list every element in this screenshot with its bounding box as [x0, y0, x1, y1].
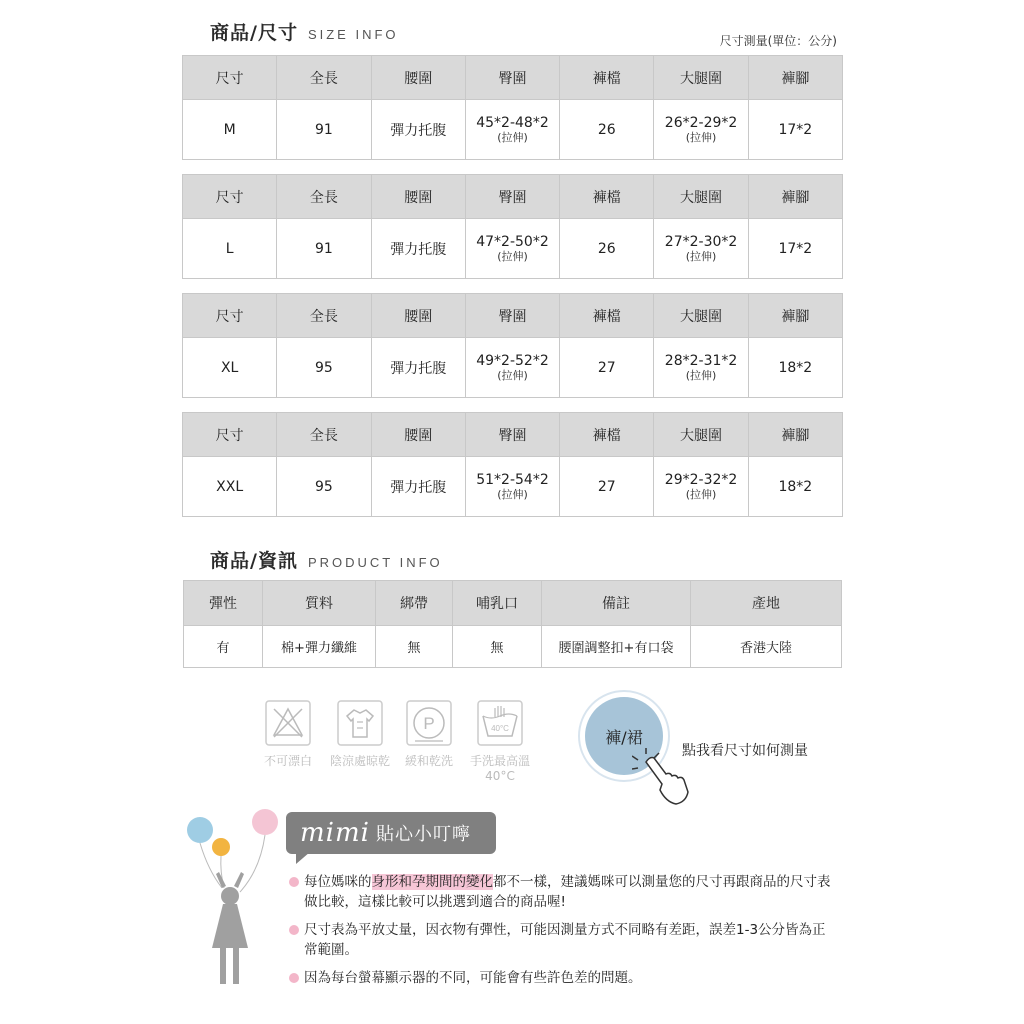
cell-size: [183, 100, 277, 160]
tip-1-pre: 每位媽咪的: [304, 874, 372, 890]
tips-banner-text: 貼心小叮嚀: [375, 824, 471, 845]
product-info-title-en: PRODUCT INFO: [307, 555, 443, 570]
header-crotch: 褲檔: [560, 413, 654, 457]
no-bleach-icon: [265, 700, 311, 746]
blue-balloon-icon: [187, 817, 213, 843]
cell-crotch-value: 26: [597, 121, 616, 138]
unit-note: 尺寸測量(單位：公分): [719, 34, 837, 48]
pink-bullet-icon: [289, 973, 299, 983]
table-row: [183, 219, 843, 279]
cell-crotch: [560, 100, 654, 160]
cell-hem: [748, 457, 842, 517]
cell-thigh: [654, 338, 748, 398]
size-table-header-row: [183, 294, 843, 338]
cell-thigh: [654, 457, 748, 517]
cell-waist-value: 彈力托腹: [390, 479, 447, 496]
cell-length-value: 91: [315, 240, 333, 257]
size-table-xxl: [182, 412, 843, 517]
cell-size: [183, 219, 277, 279]
size-table-header-row: [183, 413, 843, 457]
header-notes: 備註: [542, 581, 691, 626]
cell-length: [277, 219, 371, 279]
shade-dry-icon: [337, 700, 383, 746]
header-material: 質料: [263, 581, 376, 626]
cell-hem: [748, 100, 842, 160]
cell-size-value: M: [223, 121, 236, 138]
orange-balloon-icon: [212, 838, 230, 856]
pink-bullet-icon: [289, 877, 299, 887]
size-info-title: [210, 18, 399, 45]
product-info-title-zh: 商品/資訊: [210, 550, 298, 572]
header-hip: 臀圍: [465, 56, 559, 100]
cell-size: [183, 338, 277, 398]
value-nursing-opening: 無: [453, 626, 542, 668]
stretch-note: (拉伸): [497, 131, 528, 144]
cell-length: [277, 338, 371, 398]
header-length: 全長: [277, 56, 371, 100]
header-strap: 綁帶: [376, 581, 453, 626]
cell-thigh-value: 27*2-30*2: [664, 234, 738, 250]
header-hem: 褲腳: [748, 294, 842, 338]
dry-clean-icon: [406, 700, 452, 746]
cell-size-value: L: [225, 240, 234, 257]
table-row: [183, 100, 843, 160]
stretch-note: (拉伸): [497, 369, 528, 382]
care-shade-dry: [326, 700, 394, 769]
size-table-m: [182, 55, 843, 160]
cell-crotch-value: 27: [597, 478, 616, 495]
balloon-girl-illustration: [180, 800, 290, 1000]
product-info-value-row: [184, 626, 842, 668]
care-label-no-bleach: 不可漂白: [263, 754, 312, 768]
header-crotch: 褲檔: [560, 56, 654, 100]
measure-circle-label: 褲/裙: [585, 697, 663, 775]
product-info-title: [210, 546, 443, 573]
header-thigh: 大腿圍: [654, 56, 748, 100]
cell-size-value: XL: [220, 359, 239, 376]
cell-hip: [465, 457, 559, 517]
cell-hip-value: 45*2-48*2: [476, 115, 549, 131]
cell-hem-value: 18*2: [778, 359, 813, 376]
header-thigh: 大腿圍: [654, 294, 748, 338]
cell-thigh: [654, 219, 748, 279]
cell-hip: [465, 219, 559, 279]
cell-length-value: 91: [315, 121, 333, 138]
header-waist: 腰圍: [371, 413, 465, 457]
tip-3-text: 因為每台螢幕顯示器的不同，可能會有些許色差的問題。: [304, 970, 642, 986]
stretch-note: (拉伸): [497, 250, 528, 263]
header-size: 尺寸: [183, 175, 277, 219]
care-label-hand-wash: 手洗最高溫: [469, 754, 530, 768]
header-hip: 臀圍: [465, 413, 559, 457]
care-label-dry-clean: 緩和乾洗: [404, 754, 453, 768]
care-label-shade-dry: 陰涼處晾乾: [329, 754, 390, 768]
cell-waist-value: 彈力托腹: [390, 241, 447, 258]
stretch-note: (拉伸): [497, 488, 528, 501]
tip-item-1: [288, 872, 833, 912]
table-row: [183, 457, 843, 517]
cell-thigh-value: 29*2-32*2: [664, 472, 738, 488]
header-thigh: 大腿圍: [654, 413, 748, 457]
cell-hip: [465, 338, 559, 398]
hand-wash-icon: [477, 700, 523, 746]
cell-hip-value: 51*2-54*2: [476, 472, 549, 488]
header-length: 全長: [277, 294, 371, 338]
cell-thigh: [654, 100, 748, 160]
cell-hem-value: 17*2: [778, 240, 813, 257]
pink-balloon-icon: [252, 809, 278, 835]
value-origin: 香港大陸: [691, 626, 842, 668]
cell-size-value: XXL: [216, 478, 244, 495]
header-size: 尺寸: [183, 294, 277, 338]
cell-waist-value: 彈力托腹: [390, 360, 447, 377]
header-length: 全長: [277, 413, 371, 457]
cell-hip-value: 49*2-52*2: [476, 353, 549, 369]
stretch-note: (拉伸): [685, 131, 717, 144]
header-nursing-opening: 哺乳口: [453, 581, 542, 626]
value-strap: 無: [376, 626, 453, 668]
cell-hem: [748, 338, 842, 398]
product-info-table: [183, 580, 842, 668]
header-waist: 腰圍: [371, 175, 465, 219]
value-notes: 腰圍調整扣+有口袋: [542, 626, 691, 668]
cell-length: [277, 457, 371, 517]
header-crotch: 褲檔: [560, 175, 654, 219]
cell-hip: [465, 100, 559, 160]
size-table-header-row: [183, 56, 843, 100]
care-hand-wash: [466, 700, 534, 783]
cell-thigh-value: 28*2-31*2: [664, 353, 738, 369]
header-hem: 褲腳: [748, 175, 842, 219]
cell-waist: [371, 457, 465, 517]
tip-item-3: [288, 968, 833, 988]
tip-1-post: 都不一樣，建議媽咪可以測量您的尺寸再跟商品的尺寸表做比較，這樣比較可以挑選到適合的商品喔!: [304, 874, 831, 910]
cell-crotch: [560, 457, 654, 517]
care-sub-hand-wash: 40°C: [485, 769, 515, 783]
cell-hem: [748, 219, 842, 279]
header-thigh: 大腿圍: [654, 175, 748, 219]
hand-wash-icon-temp: 40°C: [491, 724, 509, 733]
size-table-header-row: [183, 175, 843, 219]
header-hip: 臀圍: [465, 294, 559, 338]
stretch-note: (拉伸): [685, 369, 717, 382]
tips-brand: mimi: [300, 818, 370, 848]
cell-size: [183, 457, 277, 517]
product-info-header-row: [184, 581, 842, 626]
cell-hip-value: 47*2-50*2: [476, 234, 549, 250]
cell-length-value: 95: [315, 359, 333, 376]
header-waist: 腰圍: [371, 56, 465, 100]
cell-length-value: 95: [315, 478, 333, 495]
stretch-note: (拉伸): [685, 488, 717, 501]
cell-hem-value: 18*2: [778, 478, 813, 495]
size-table-xl: [182, 293, 843, 398]
measure-link-text[interactable]: 點我看尺寸如何測量: [682, 743, 808, 759]
header-waist: 腰圍: [371, 294, 465, 338]
cell-waist: [371, 100, 465, 160]
tips-banner-tail: [296, 852, 310, 864]
tips-banner: [286, 812, 496, 854]
svg-text:P: P: [423, 714, 435, 733]
care-no-bleach: [260, 700, 316, 769]
header-crotch: 褲檔: [560, 294, 654, 338]
header-hip: 臀圍: [465, 175, 559, 219]
header-size: 尺寸: [183, 56, 277, 100]
cell-crotch: [560, 219, 654, 279]
stretch-note: (拉伸): [685, 250, 717, 263]
cell-waist: [371, 338, 465, 398]
cell-crotch-value: 26: [597, 240, 616, 257]
tip-item-2: [288, 920, 833, 960]
value-elasticity: 有: [184, 626, 263, 668]
header-hem: 褲腳: [748, 56, 842, 100]
size-table-l: [182, 174, 843, 279]
value-material: 棉+彈力纖維: [263, 626, 376, 668]
size-info-title-zh: 商品/尺寸: [210, 22, 298, 44]
cell-waist-value: 彈力托腹: [390, 122, 447, 139]
header-length: 全長: [277, 175, 371, 219]
cell-thigh-value: 26*2-29*2: [664, 115, 738, 131]
pink-bullet-icon: [289, 925, 299, 935]
size-info-title-en: SIZE INFO: [307, 27, 399, 42]
tip-1-highlight: 身形和孕期間的變化: [371, 874, 493, 890]
cell-crotch: [560, 338, 654, 398]
table-row: [183, 338, 843, 398]
header-elasticity: 彈性: [184, 581, 263, 626]
header-hem: 褲腳: [748, 413, 842, 457]
header-origin: 產地: [691, 581, 842, 626]
cell-waist: [371, 219, 465, 279]
cell-hem-value: 17*2: [778, 121, 813, 138]
header-size: 尺寸: [183, 413, 277, 457]
care-dry-clean: [400, 700, 458, 769]
tip-2-text: 尺寸表為平放丈量，因衣物有彈性，可能因測量方式不同略有差距，誤差1-3公分皆為正常範圍。: [304, 922, 826, 958]
cell-crotch-value: 27: [597, 359, 616, 376]
cell-length: [277, 100, 371, 160]
